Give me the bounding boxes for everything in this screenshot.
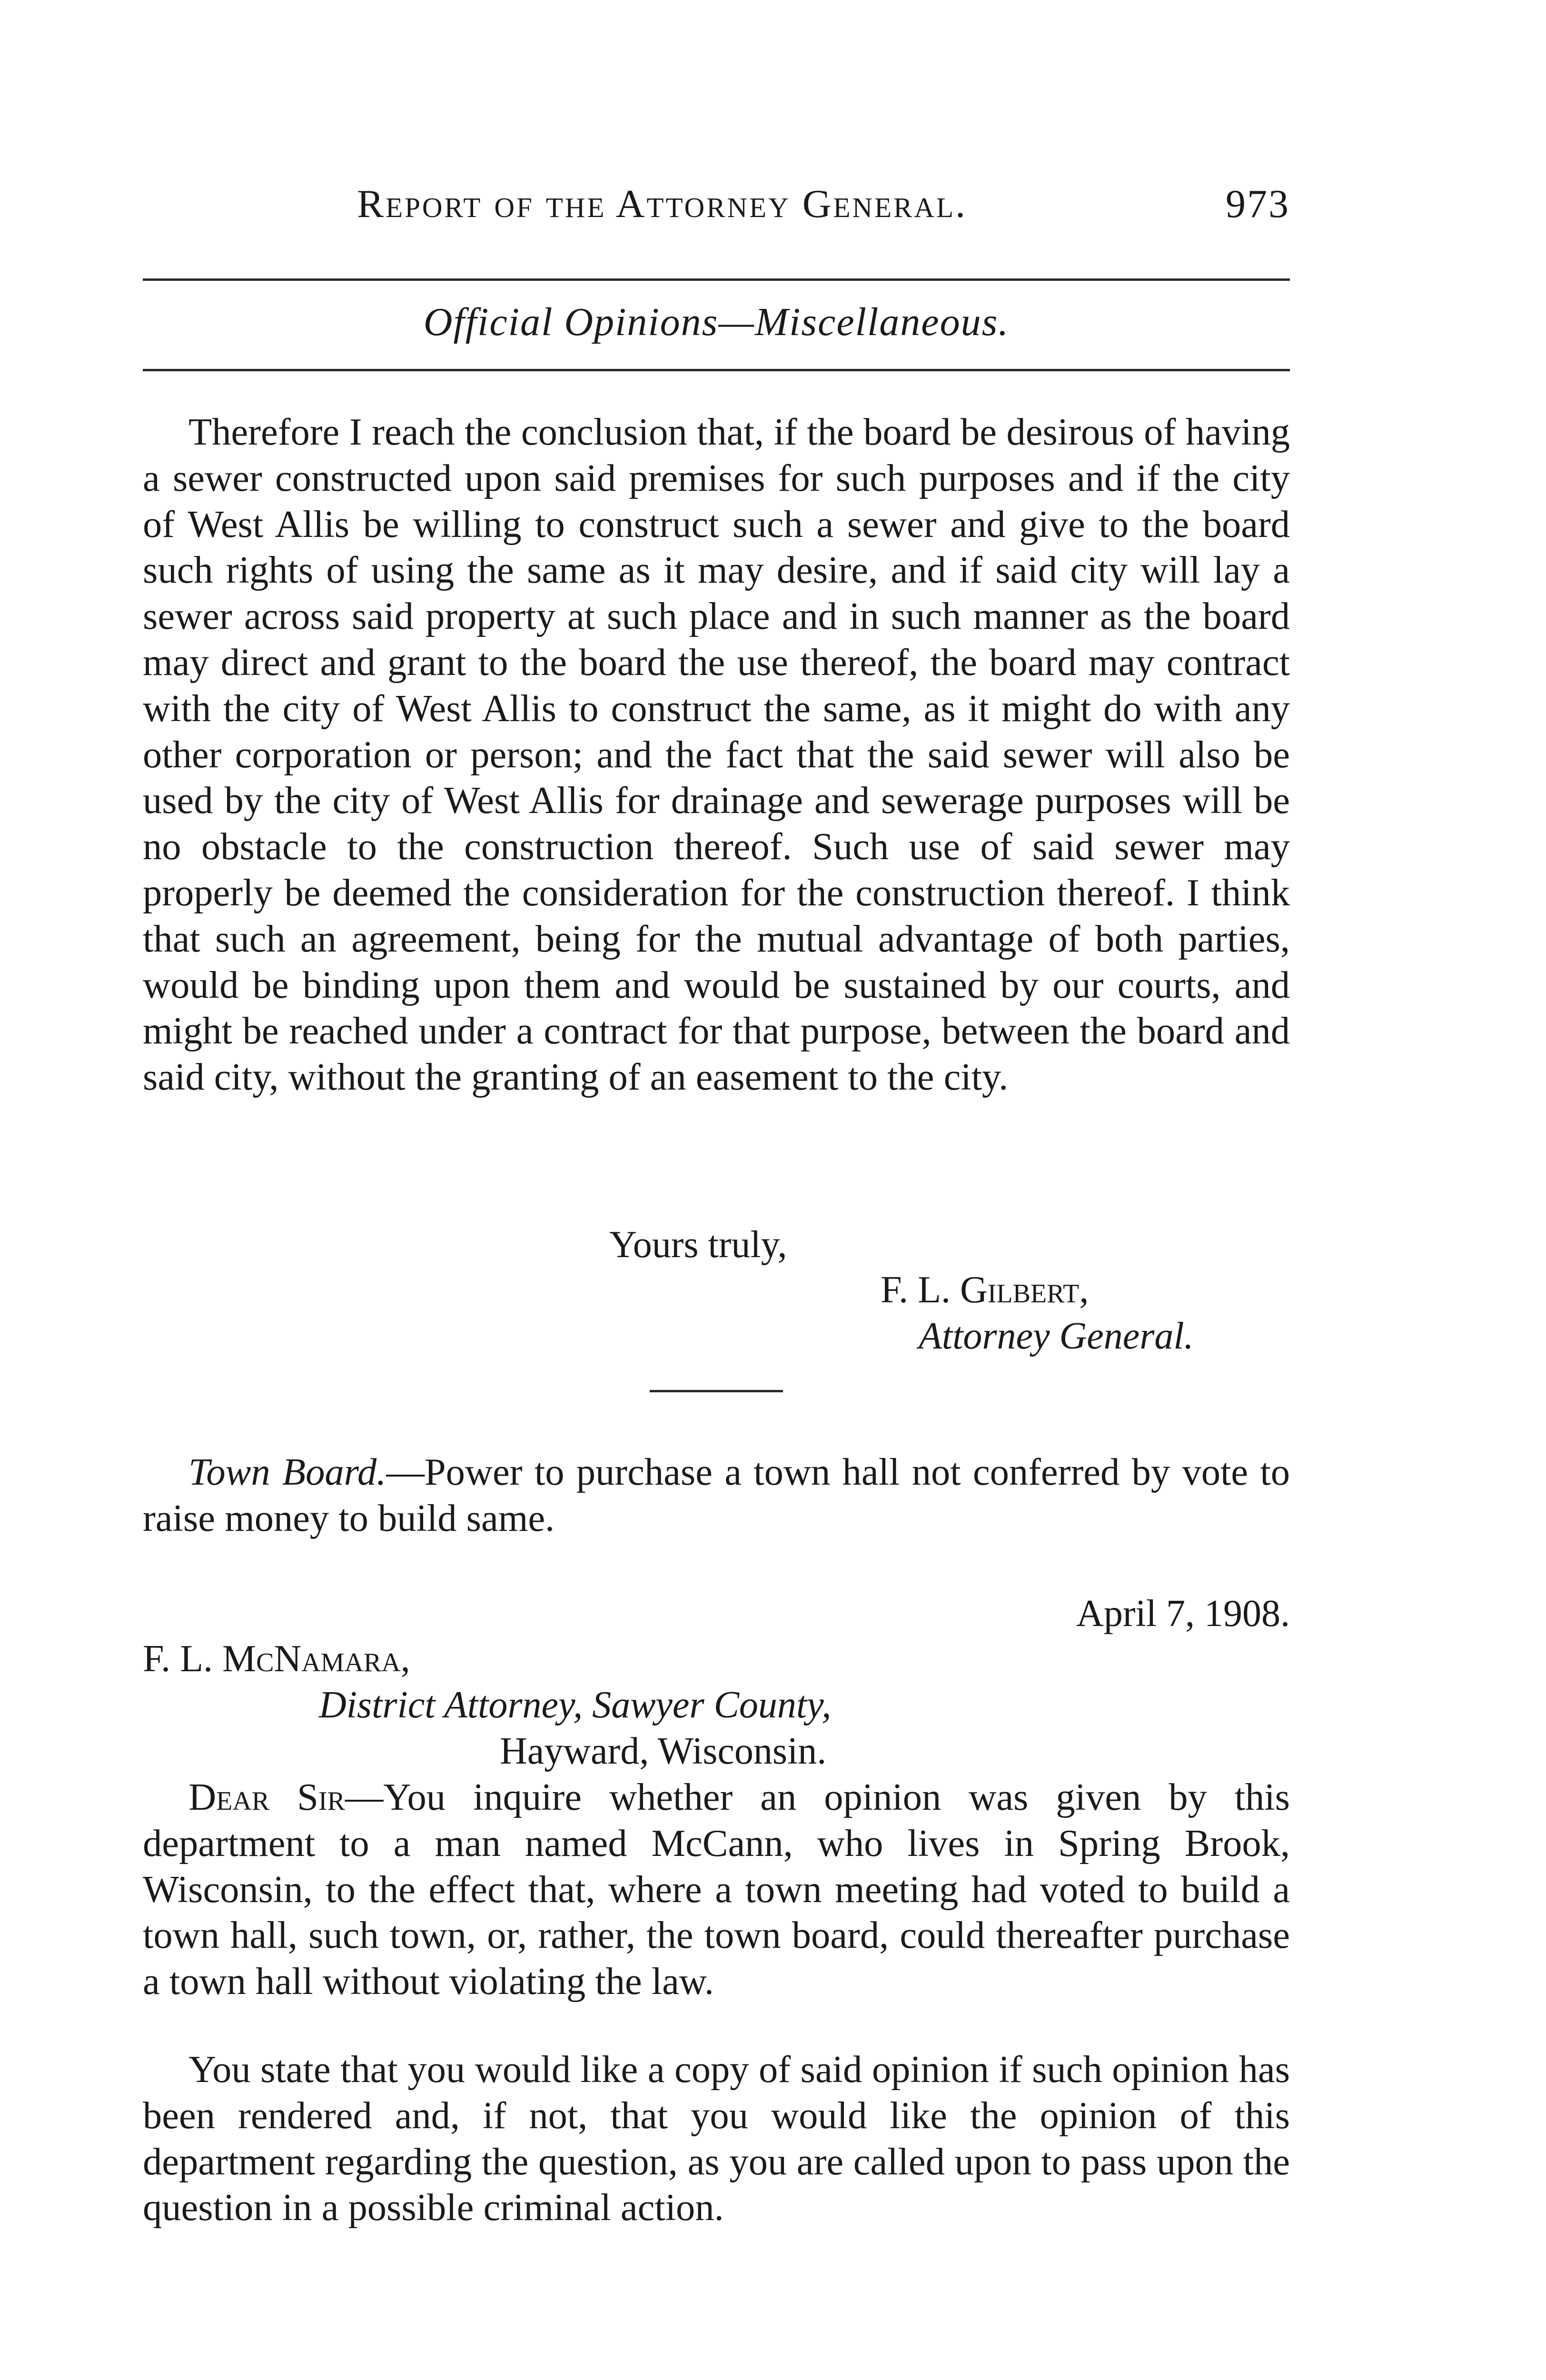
- page-number: 973: [1226, 182, 1290, 226]
- addressee-title: District Attorney, Sawyer County,: [319, 1684, 832, 1726]
- signature-name-text: F. L. Gilbert,: [881, 1269, 1089, 1311]
- header-rule-bottom: [143, 369, 1290, 371]
- opinion-conclusion-paragraph: Therefore I reach the conclusion that, if the board be desirous of having a sewer constructed upon said premises for such purposes and if the city of West Allis be willing to construct such a sewer and give to the board such rights of using the same as it may desire, and if said city will lay a sewer across said property at such place and in such manner as the board may direct and grant to the board the use thereof, the board may contract with the city of West Allis to construct the same, as it might do with any other corporation or person; and the fact that the said sewer will also be used by the city of West Allis for drainage and sewerage purposes will be no obstacle to the construction thereof. Such use of said sewer may properly be deemed the consideration for the construction thereof. I think that such an agreement, being for the mutual advantage of both parties, would be binding upon them and would be sustained by our courts, and might be reached under a contract for that purpose, between the board and said city, without the granting of an easement to the city.: [143, 411, 1290, 1099]
- letter-closing: Yours truly,: [609, 1224, 787, 1266]
- letter-paragraph-one-text: —You inquire whether an opinion was given by this department to a man named McCann, who lives in Spring Brook, Wisconsin, to the effect that, where a town meeting had voted to build a town hall, such town, or, rather, the town board, could thereafter purchase a town hall without violating the law.: [143, 1776, 1290, 2003]
- addressee-place: Hayward, Wisconsin.: [500, 1730, 827, 1772]
- syllabus-paragraph: [143, 1449, 1290, 1542]
- letter-date: April 7, 1908.: [1076, 1593, 1290, 1635]
- header-rule-top: [143, 278, 1290, 281]
- running-head: Report of the Attorney General.: [357, 182, 968, 226]
- addressee-name: F. L. McNamara,: [143, 1638, 410, 1680]
- syllabus-lead: Town Board.: [188, 1451, 386, 1493]
- section-title: Official Opinions—Miscellaneous.: [423, 300, 1010, 344]
- page-header: [143, 181, 1290, 238]
- letter-paragraph-one: [143, 1775, 1290, 2005]
- signature-title: Attorney General.: [919, 1315, 1194, 1357]
- letter-paragraph-two: You state that you would like a copy of said opinion if such opinion has been rendered and, if not, that you would like the opinion of this department regarding the question, as you are called upon to pass upon the question in a possible criminal action.: [143, 2048, 1290, 2229]
- syllabus-text: —Power to purchase a town hall not conferred by vote to raise money to build same.: [143, 1451, 1290, 1539]
- salutation: Dear Sir: [188, 1776, 345, 1818]
- opinion-divider: [650, 1390, 783, 1392]
- signature-name: [881, 1269, 1089, 1312]
